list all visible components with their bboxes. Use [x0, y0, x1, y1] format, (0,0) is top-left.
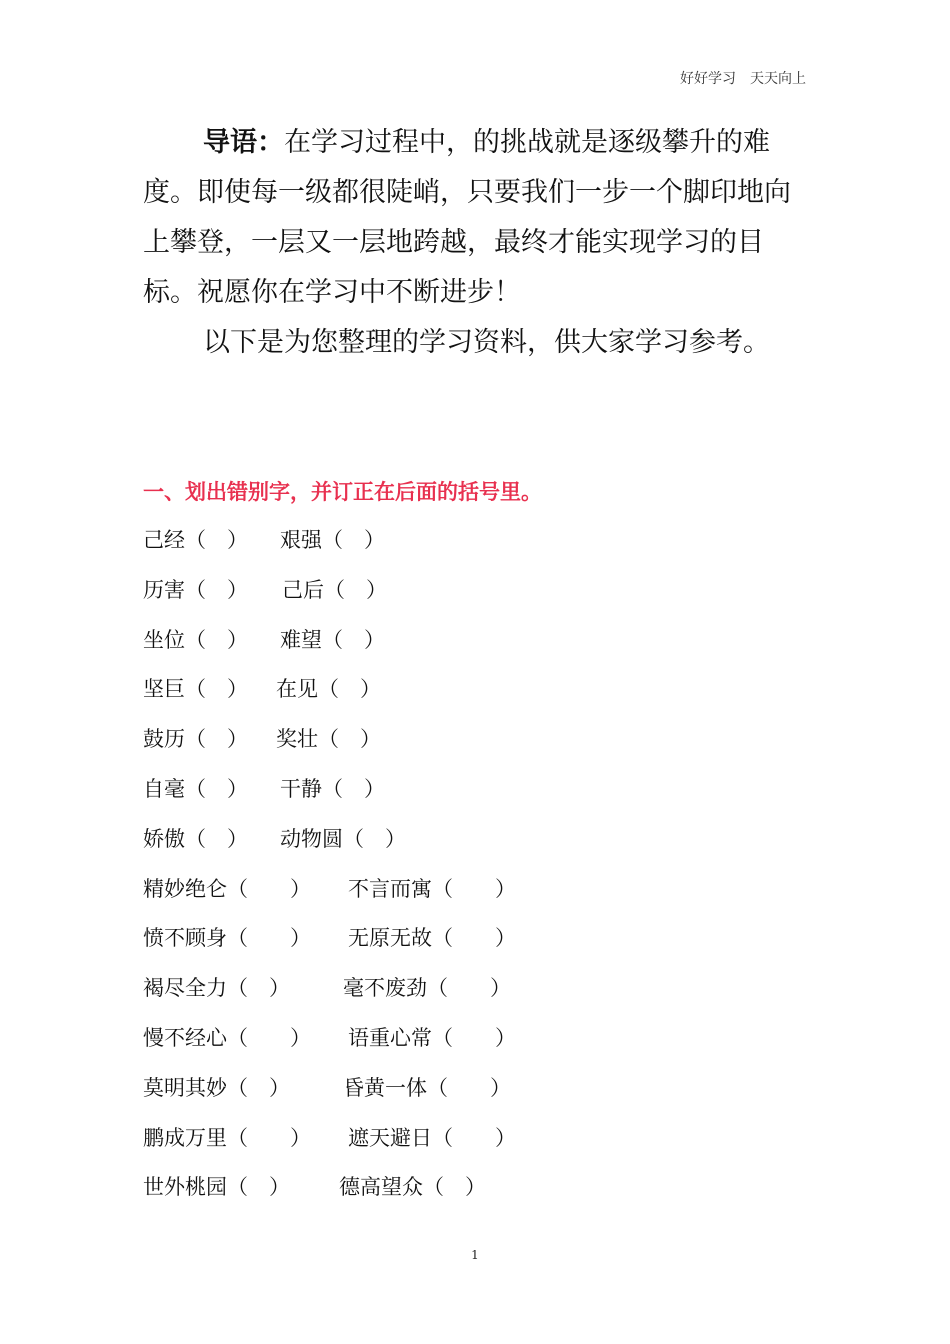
exercise-item-right: 德高望众（ ） [339, 1175, 486, 1200]
section-title: 一、划出错别字，并订正在后面的括号里。 [143, 480, 542, 504]
exercise-row [143, 667, 743, 717]
exercise-row [143, 916, 743, 966]
exercise-row [143, 618, 743, 668]
exercise-row [143, 1016, 743, 1066]
exercise-item-left: 慢不经心（ ） [143, 1025, 311, 1050]
exercise-row [143, 966, 743, 1016]
exercise-item-left: 己经（ ） [143, 528, 248, 552]
exercise-item-left: 坐位（ ） [143, 627, 248, 652]
exercise-row [143, 568, 743, 618]
exercise-item-right: 毫不废劲（ ） [343, 976, 511, 1001]
exercise-item-left: 坚巨（ ） [143, 677, 248, 702]
page-number: 1 [471, 1248, 479, 1262]
exercise-item-right: 不言而寓（ ） [348, 876, 516, 901]
intro-lead: 导语： [203, 127, 284, 158]
exercise-item-right: 动物圆（ ） [280, 826, 406, 851]
exercise-row [143, 867, 743, 917]
exercise-row [143, 1066, 743, 1116]
exercise-item-left: 鹏成万里（ ） [143, 1125, 311, 1150]
exercise-item-right: 干静（ ） [280, 776, 385, 801]
intro-block [143, 118, 808, 368]
exercise-list [143, 518, 743, 1215]
intro-paragraph [143, 118, 808, 318]
exercise-item-right: 己后（ ） [282, 577, 387, 602]
intro-text: 在学习过程中，的挑战就是逐级攀升的难度。即使每一级都很陡峭，只要我们一步一个脚印地向上攀登，一层又一层地跨越，最终才能实现学习的目标。祝愿你在学习中不断进步！ [143, 127, 791, 308]
page-header: 好好学习 天天向上 [680, 71, 806, 87]
exercise-item-left: 历害（ ） [143, 577, 248, 602]
exercise-item-right: 无原无故（ ） [348, 926, 516, 951]
exercise-item-left: 褐尽全力（ ） [143, 976, 290, 1001]
exercise-item-left: 娇傲（ ） [143, 826, 248, 851]
exercise-item-left: 愤不顾身（ ） [143, 926, 311, 951]
exercise-item-left: 自毫（ ） [143, 776, 248, 801]
exercise-item-right: 奖壮（ ） [276, 727, 381, 752]
exercise-row [143, 1116, 743, 1166]
exercise-item-left: 鼓历（ ） [143, 727, 248, 752]
exercise-row [143, 767, 743, 817]
exercise-row [143, 817, 743, 867]
exercise-row [143, 717, 743, 767]
exercise-item-left: 精妙绝仑（ ） [143, 876, 311, 901]
exercise-row [143, 1165, 743, 1215]
exercise-item-right: 语重心常（ ） [348, 1025, 516, 1050]
exercise-row [143, 518, 743, 568]
exercise-item-left: 世外桃园（ ） [143, 1175, 290, 1200]
exercise-item-right: 难望（ ） [280, 627, 385, 652]
exercise-item-right: 在见（ ） [276, 677, 381, 702]
exercise-item-right: 昏黄一体（ ） [343, 1075, 511, 1100]
exercise-item-right: 遮天避日（ ） [348, 1125, 516, 1150]
exercise-item-left: 莫明其妙（ ） [143, 1075, 290, 1100]
intro-paragraph-2: 以下是为您整理的学习资料，供大家学习参考。 [203, 327, 770, 358]
exercise-item-right: 艰强（ ） [280, 528, 385, 552]
